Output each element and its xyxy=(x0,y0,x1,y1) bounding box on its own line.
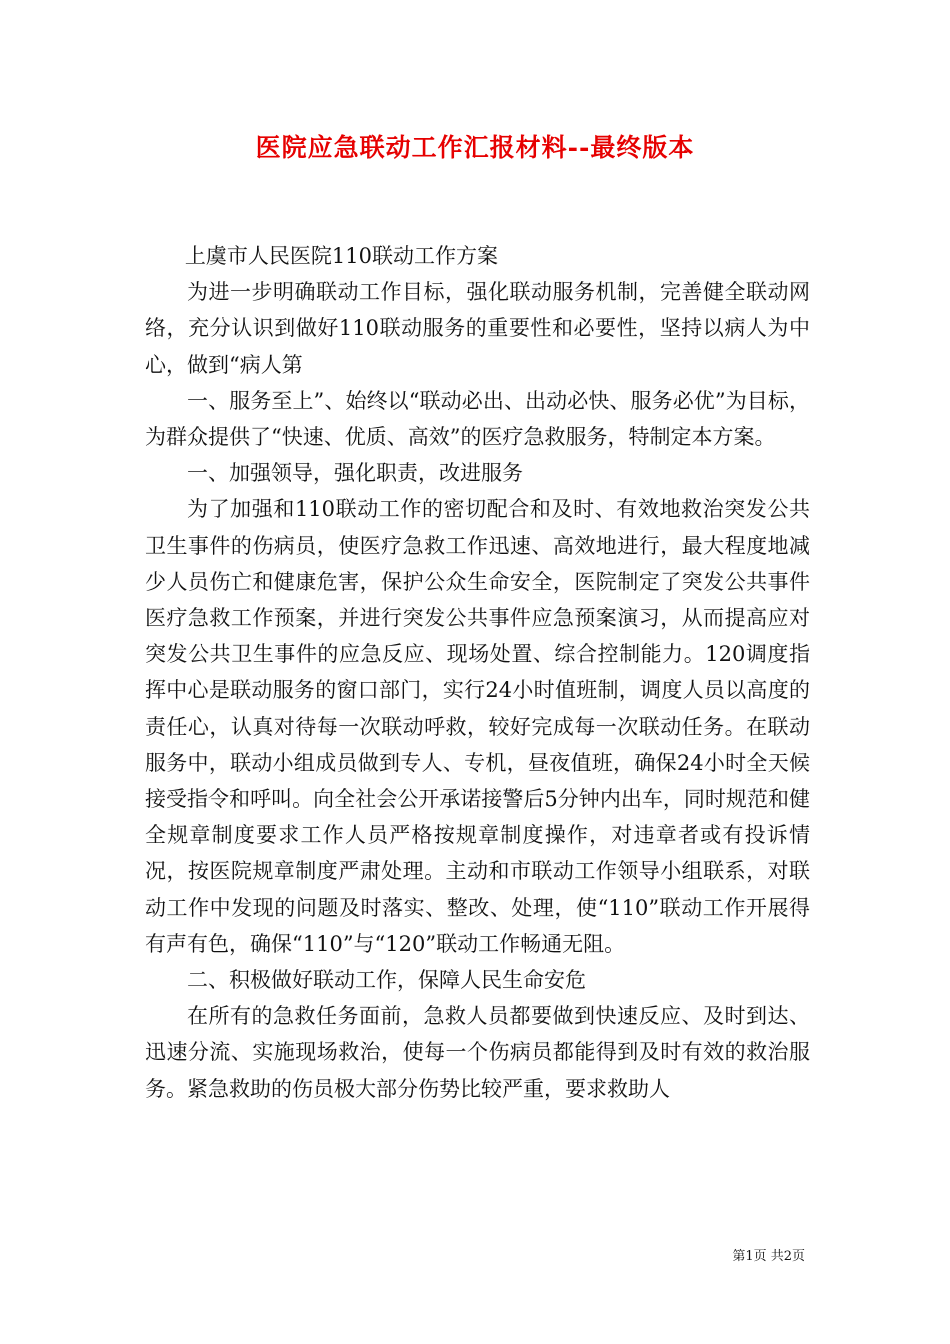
document-title: 医院应急联动工作汇报材料--最终版本 xyxy=(255,133,695,162)
paragraph-section-1: 为了加强和110联动工作的密切配合和及时、有效地救治突发公共卫生事件的伤病员，使医疗急救工作迅速、高效地进行，最大程度地减少人员伤亡和健康危害，保护公众生命安全，医院制定了突发公共事件医疗急救工作预案，并进行突发公共事件应急预案演习，从而提高应对突发公共卫生事件的应急反应、现场处置、综合控制能力。120调度指挥中心是联动服务的窗口部门，实行24小时值班制，调度人员以高度的责任心，认真对待每一次联动呼救，较好完成每一次联动任务。在联动服务中，联动小组成员做到专人、专机，昼夜值班，确保24小时全天候接受指令和呼叫。向全社会公开承诺接警后5分钟内出车，同时规范和健全规章制度要求工作人员严格按规章制度操作，对违章者或有投诉情况，按医院规章制度严肃处理。主动和市联动工作领导小组联系，对联动工作中发现的问题及时落实、整改、处理，使“110”联动工作开展得有声有色，确保“110”与“120”联动工作畅通无阻。 xyxy=(145,497,810,956)
paragraph-section-2: 在所有的急救任务面前，急救人员都要做到快速反应、及时到达、迅速分流、实施现场救治，使每一个伤病员都能得到及时有效的救治服务。紧急救助的伤员极大部分伤势比较严重，要求救助人 xyxy=(145,1004,810,1101)
section-heading-1: 一、加强领导，强化职责，改进服务 xyxy=(187,461,523,486)
paragraph-plan-title: 上虞市人民医院110联动工作方案 xyxy=(184,244,498,268)
document-body xyxy=(145,238,810,1107)
page-number: 第1页 共2页 xyxy=(732,1249,805,1264)
paragraph-service-first: 一、服务至上”、始终以“联动必出、出动必快、服务必优”为目标，为群众提供了“快速、优质、高效”的医疗急救服务，特制定本方案。 xyxy=(145,388,810,450)
paragraph-intro: 为进一步明确联动工作目标，强化联动服务机制，完善健全联动网络，充分认识到做好110联动服务的重要性和必要性，坚持以病人为中心，做到“病人第 xyxy=(145,280,810,377)
section-heading-2: 二、积极做好联动工作，保障人民生命安危 xyxy=(187,968,586,993)
